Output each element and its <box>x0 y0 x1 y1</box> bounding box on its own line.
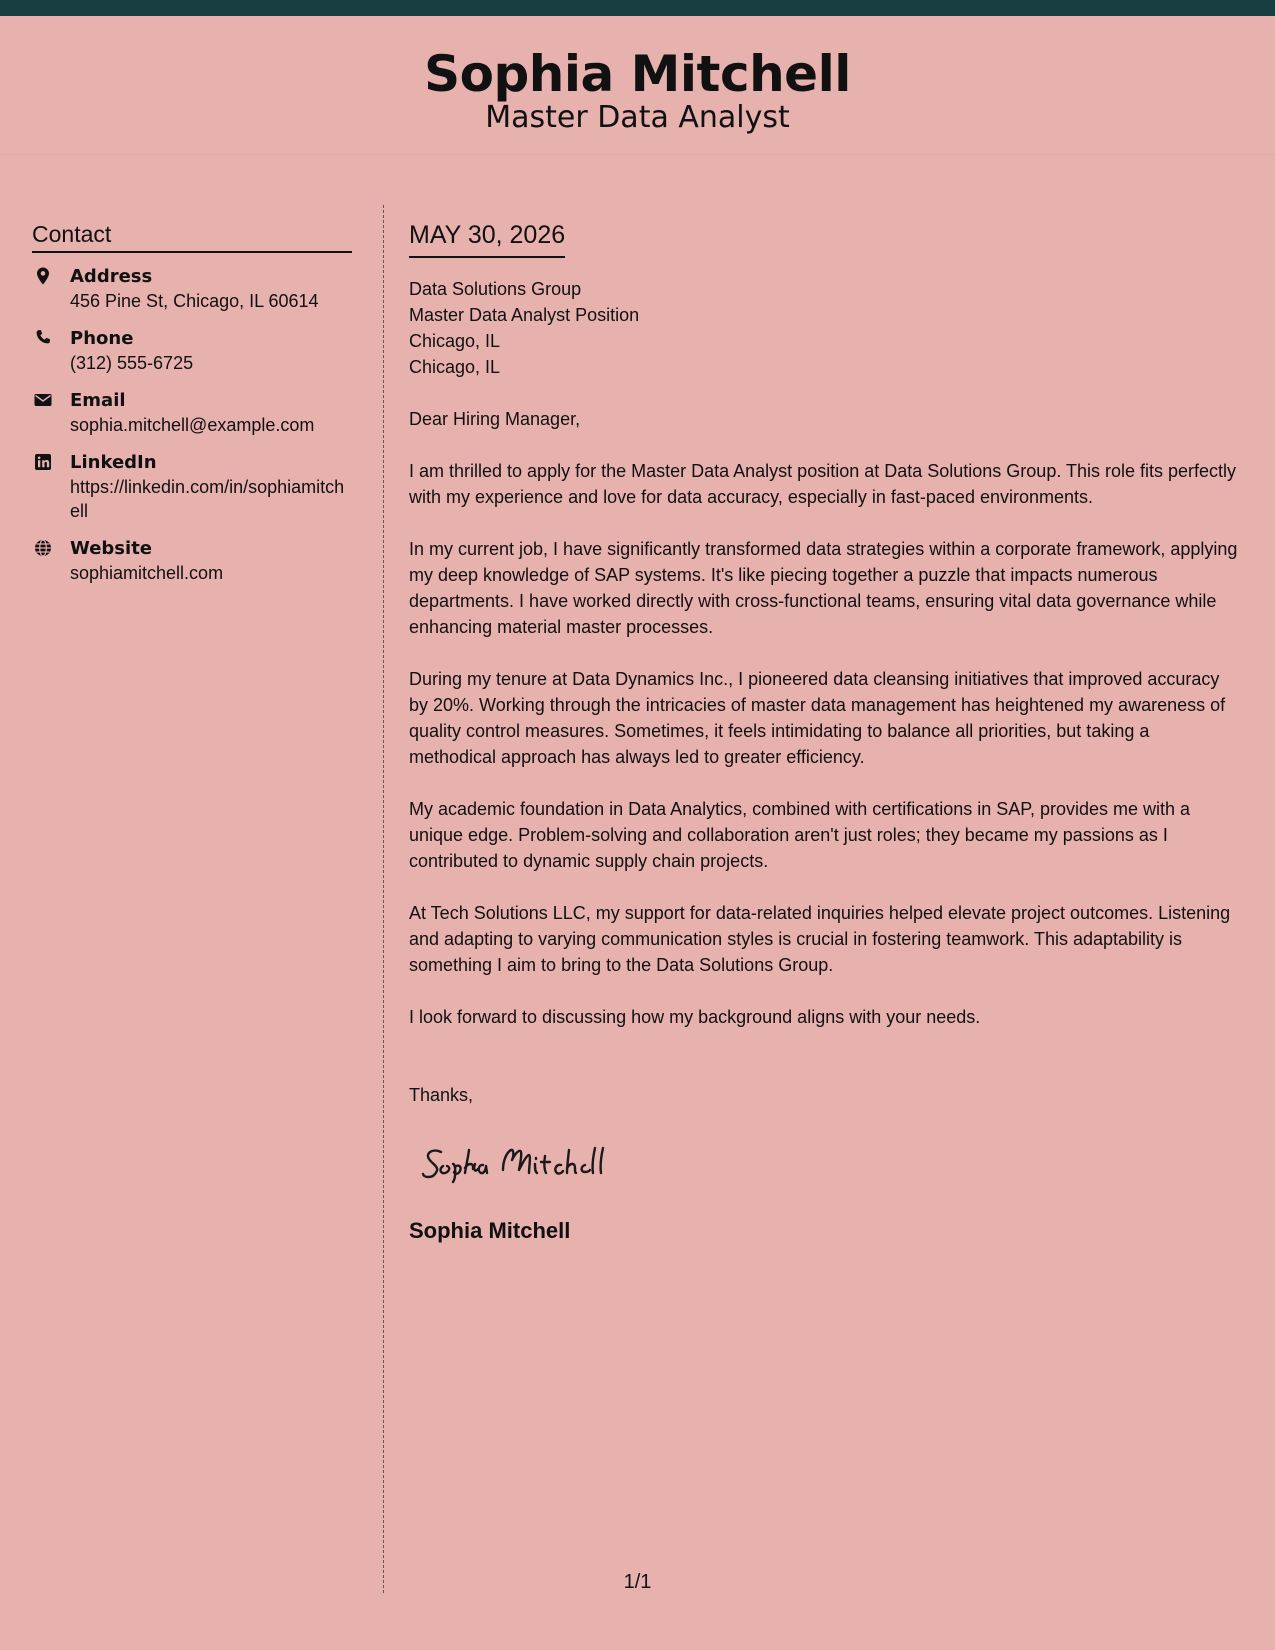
linkedin-icon <box>33 452 53 472</box>
applicant-name: Sophia Mitchell <box>424 45 851 103</box>
linkedin-label: LinkedIn <box>70 452 157 473</box>
recipient-line: Data Solutions Group <box>409 279 582 299</box>
linkedin-value[interactable]: https://linkedin.com/in/sophiamitchell <box>70 477 345 521</box>
contact-email <box>32 389 352 437</box>
body-paragraph: I look forward to discussing how my background aligns with your needs. <box>409 1007 981 1027</box>
body-paragraph: During my tenure at Data Dynamics Inc., I pioneered data cleansing initiatives that improved accuracy by 20%. Working through the intricacies of master data management has heightened my awareness of quality control measures. Sometimes, it feels intimidating to balance all priorities, but taking a methodical approach has always led to greater efficiency. <box>409 669 1226 767</box>
recipient-line: Master Data Analyst Position <box>409 305 640 325</box>
contact-sidebar <box>32 220 352 599</box>
recipient-line: Chicago, IL <box>409 331 501 351</box>
phone-value: (312) 555-6725 <box>70 353 194 373</box>
page-number: 1/1 <box>623 1571 652 1593</box>
phone-icon <box>33 328 53 348</box>
website-value[interactable]: sophiamitchell.com <box>70 563 224 583</box>
email-label: Email <box>70 390 126 411</box>
website-label: Website <box>70 538 153 559</box>
applicant-title: Master Data Analyst <box>485 100 790 135</box>
address-value: 456 Pine St, Chicago, IL 60614 <box>70 291 319 311</box>
contact-heading: Contact <box>32 220 352 253</box>
map-pin-icon <box>33 266 53 286</box>
recipient-block <box>409 276 1239 380</box>
phone-label: Phone <box>70 328 134 349</box>
globe-icon <box>33 538 53 558</box>
email-value: sophia.mitchell@example.com <box>70 415 315 435</box>
column-divider <box>383 205 384 1593</box>
contact-phone <box>32 327 352 375</box>
contact-address <box>32 265 352 313</box>
handwritten-signature <box>417 1134 667 1190</box>
address-label: Address <box>70 266 153 287</box>
letter-date: MAY 30, 2026 <box>409 220 565 258</box>
top-accent-bar <box>0 0 1275 16</box>
body-paragraph: My academic foundation in Data Analytics, combined with certifications in SAP, provides me with a unique edge. Problem-solving and collaboration aren't just roles; they became my passions as I contributed to dynamic supply chain projects. <box>409 799 1191 871</box>
salutation: Dear Hiring Manager, <box>409 409 581 429</box>
closing: Thanks, <box>409 1085 474 1105</box>
letter-header <box>0 16 1275 155</box>
letter-body <box>409 220 1239 1245</box>
contact-website <box>32 537 352 585</box>
body-paragraph: In my current job, I have significantly transformed data strategies within a corporate framework, applying my deep knowledge of SAP systems. It's like piecing together a puzzle that impacts numerous departments. I have worked directly with cross-functional teams, ensuring vital data governance while enhancing material master processes. <box>409 539 1238 637</box>
body-paragraph: At Tech Solutions LLC, my support for data-related inquiries helped elevate project outcomes. Listening and adapting to varying communication styles is crucial in fostering teamwork. This adaptability is something I aim to bring to the Data Solutions Group. <box>409 903 1231 975</box>
body-paragraph: I am thrilled to apply for the Master Data Analyst position at Data Solutions Group. This role fits perfectly with my experience and love for data accuracy, especially in fast-paced environments. <box>409 461 1237 507</box>
envelope-icon <box>33 390 53 410</box>
signer-name: Sophia Mitchell <box>409 1218 571 1243</box>
contact-linkedin <box>32 451 352 523</box>
recipient-line: Chicago, IL <box>409 357 501 377</box>
